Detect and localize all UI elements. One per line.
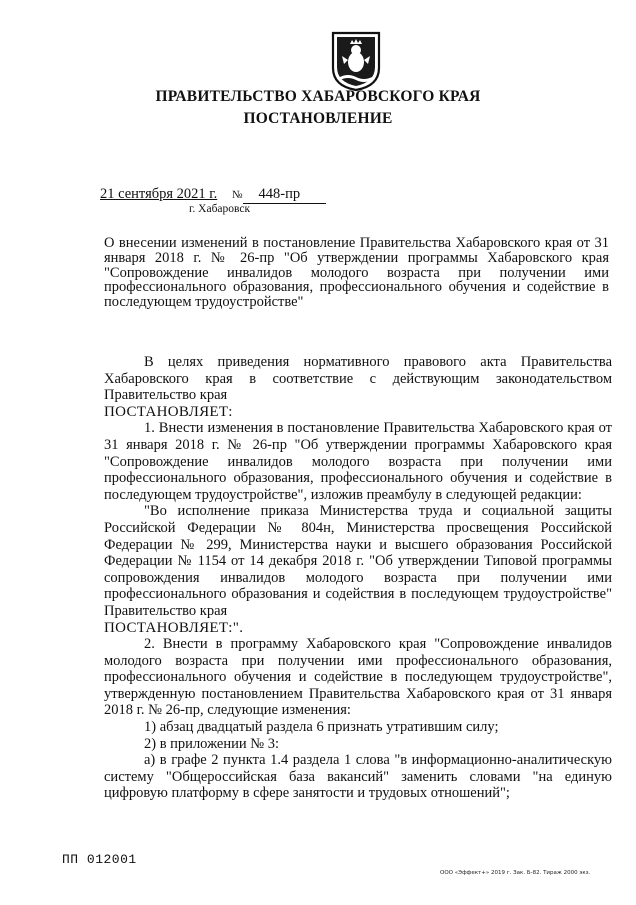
preamble-paragraph: В целях приведения нормативного правового акта Правительства Хабаровского края в соответствие с действующим законодательством Правительство края	[104, 354, 612, 404]
item-2-paragraph: 2. Внести в программу Хабаровского края "Сопровождение инвалидов молодого возраста при получении ими профессионального образования, профессионального обучения и содействие в последующем трудоустройстве", утвержденную постановлением Правительства Хабаровского края от 31 января 2018 г. № 26-пр, следующие изменения:	[104, 636, 612, 719]
document-body	[104, 354, 612, 802]
coat-of-arms-icon	[330, 30, 382, 92]
government-title: ПРАВИТЕЛЬСТВО ХАБАРОВСКОГО КРАЯ	[155, 88, 481, 105]
document-type: ПОСТАНОВЛЕНИЕ	[243, 110, 393, 127]
number-value: 448-пр	[243, 186, 327, 204]
printing-info: ООО «Эффект+» 2019 г. Зак. Б-82. Тираж 2000 экз.	[440, 870, 591, 876]
quoted-preamble-paragraph: "Во исполнение приказа Министерства труда и социальной защиты Российской Федерации № 804н, Министерства просвещения Российской Федерации № 299, Министерства науки и высшего образования Российской Федерации № 1154 от 14 декабря 2018 г. "Об утверждении Типовой программы сопровождения инвалидов молодого возраста при получении ими профессионального образования и содействия в последующем трудоустройстве" Правительство края	[104, 503, 612, 619]
resolves-heading: ПОСТАНОВЛЯЕТ:	[104, 403, 233, 420]
item-1-paragraph: 1. Внести изменения в постановление Правительства Хабаровского края от 31 января 2018 г. № 26-пр "Об утверждении программы Хабаровского края "Сопровождение инвалидов молодого возраста при получении ими профессионального образования, профессионального обучения и содействие в последующем трудоустройстве", изложив преамбулу в следующей редакции:	[104, 420, 612, 503]
resolves-quoted-heading: ПОСТАНОВЛЯЕТ:".	[104, 619, 244, 636]
subitem-1-paragraph: 1) абзац двадцатый раздела 6 признать утратившим силу;	[144, 719, 499, 736]
document-number	[232, 186, 326, 204]
number-sign: №	[232, 189, 243, 201]
document-date	[100, 186, 217, 203]
document-subject: О внесении изменений в постановление Правительства Хабаровского края от 31 января 2018 г. № 26-пр "Об утверждении программы Хабаровского края "Сопровождение инвалидов молодого возраста при получении ими профессионального образования, профессионального обучения и содействие в последующем трудоустройстве"	[104, 235, 609, 311]
subitem-2-paragraph: 2) в приложении № 3:	[144, 735, 279, 752]
document-city: г. Хабаровск	[189, 203, 251, 215]
subitem-2a-paragraph: а) в графе 2 пункта 1.4 раздела 1 слова "в информационно-аналитическую систему "Общероссийская база вакансий" заменить словами "на единую цифровую платформу в сфере занятости и трудовых отношений";	[104, 752, 612, 802]
form-code: ПП 012001	[62, 852, 137, 867]
date-value: 21 сентября 2021 г.	[100, 186, 218, 202]
